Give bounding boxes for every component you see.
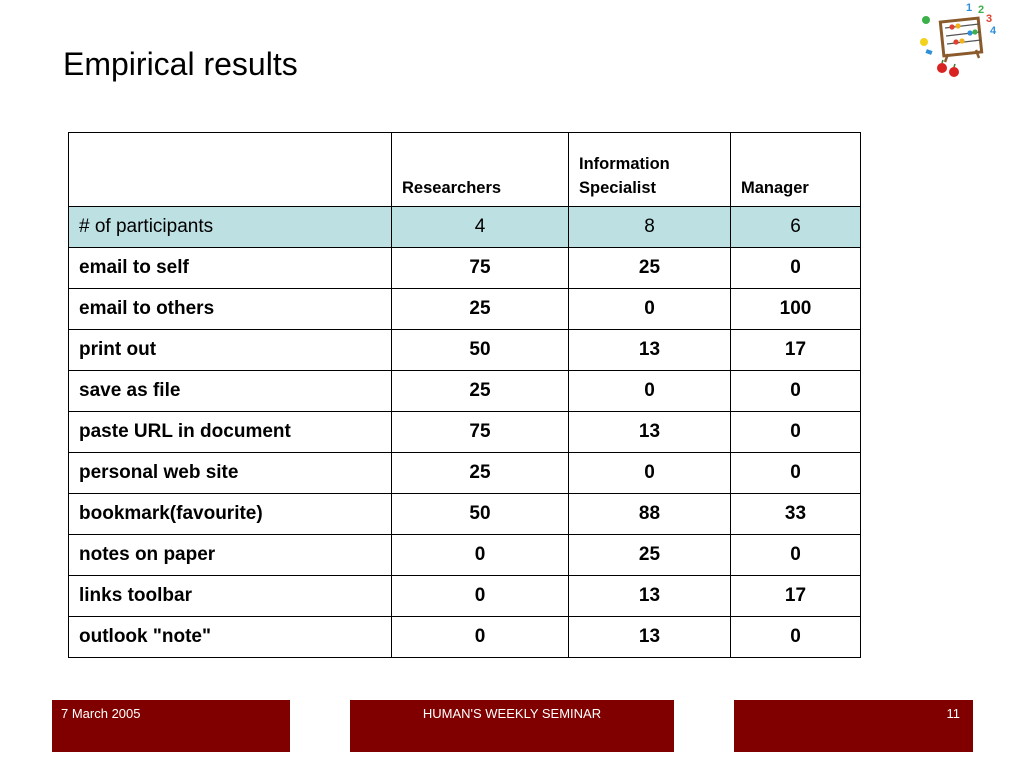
header-row [69, 133, 861, 207]
cell-manager: 0 [731, 617, 861, 658]
logo-digit-4: 4 [990, 25, 997, 37]
slide-title: Empirical results [63, 46, 298, 82]
row-label: notes on paper [69, 535, 392, 576]
row-label: email to others [69, 289, 392, 330]
cell-information-specialist: 25 [569, 535, 731, 576]
cell-researchers: 25 [392, 453, 569, 494]
footer-date: 7 March 2005 [52, 700, 290, 752]
row-label: personal web site [69, 453, 392, 494]
cell-information-specialist: 13 [569, 617, 731, 658]
row-label: links toolbar [69, 576, 392, 617]
table-row [69, 371, 861, 412]
cell-researchers: 75 [392, 412, 569, 453]
cell-information-specialist: 8 [569, 207, 731, 248]
cell-information-specialist: 13 [569, 412, 731, 453]
table-row [69, 617, 861, 658]
table-row [69, 453, 861, 494]
row-label: # of participants [69, 207, 392, 248]
table-row [69, 494, 861, 535]
row-label: paste URL in document [69, 412, 392, 453]
logo-digit-1: 1 [966, 2, 973, 14]
header-information-specialist: Information Specialist [569, 133, 731, 207]
cell-information-specialist: 25 [569, 248, 731, 289]
cell-researchers: 0 [392, 617, 569, 658]
cell-manager: 17 [731, 576, 861, 617]
cell-researchers: 0 [392, 535, 569, 576]
row-label: email to self [69, 248, 392, 289]
cell-manager: 0 [731, 453, 861, 494]
cell-researchers: 50 [392, 330, 569, 371]
cell-manager: 100 [731, 289, 861, 330]
row-label: outlook "note" [69, 617, 392, 658]
footer-seminar-title: HUMAN'S WEEKLY SEMINAR [350, 700, 674, 752]
abacus-clipart-icon [912, 0, 1002, 82]
table-row [69, 330, 861, 371]
cell-manager: 6 [731, 207, 861, 248]
table-row [69, 412, 861, 453]
cell-manager: 0 [731, 248, 861, 289]
cell-manager: 0 [731, 412, 861, 453]
cell-manager: 0 [731, 535, 861, 576]
cell-researchers: 25 [392, 371, 569, 412]
header-manager: Manager [731, 133, 861, 207]
cell-manager: 0 [731, 371, 861, 412]
cell-information-specialist: 0 [569, 289, 731, 330]
row-label: save as file [69, 371, 392, 412]
row-label: bookmark(favourite) [69, 494, 392, 535]
table-row [69, 535, 861, 576]
cell-researchers: 50 [392, 494, 569, 535]
table-row [69, 576, 861, 617]
cell-researchers: 4 [392, 207, 569, 248]
table-row [69, 289, 861, 330]
cell-information-specialist: 88 [569, 494, 731, 535]
cell-researchers: 25 [392, 289, 569, 330]
cell-information-specialist: 13 [569, 330, 731, 371]
header-researchers: Researchers [392, 133, 569, 207]
table-row [69, 248, 861, 289]
cell-researchers: 0 [392, 576, 569, 617]
cell-manager: 33 [731, 494, 861, 535]
cell-researchers: 75 [392, 248, 569, 289]
results-table [68, 132, 861, 658]
cell-information-specialist: 0 [569, 453, 731, 494]
logo-digit-2: 2 [978, 4, 985, 16]
cell-information-specialist: 0 [569, 371, 731, 412]
cell-information-specialist: 13 [569, 576, 731, 617]
logo-digit-3: 3 [986, 13, 993, 25]
header-empty-cell [69, 133, 392, 207]
footer-page-number: 11 [734, 700, 973, 752]
participants-row [69, 207, 861, 248]
row-label: print out [69, 330, 392, 371]
cell-manager: 17 [731, 330, 861, 371]
